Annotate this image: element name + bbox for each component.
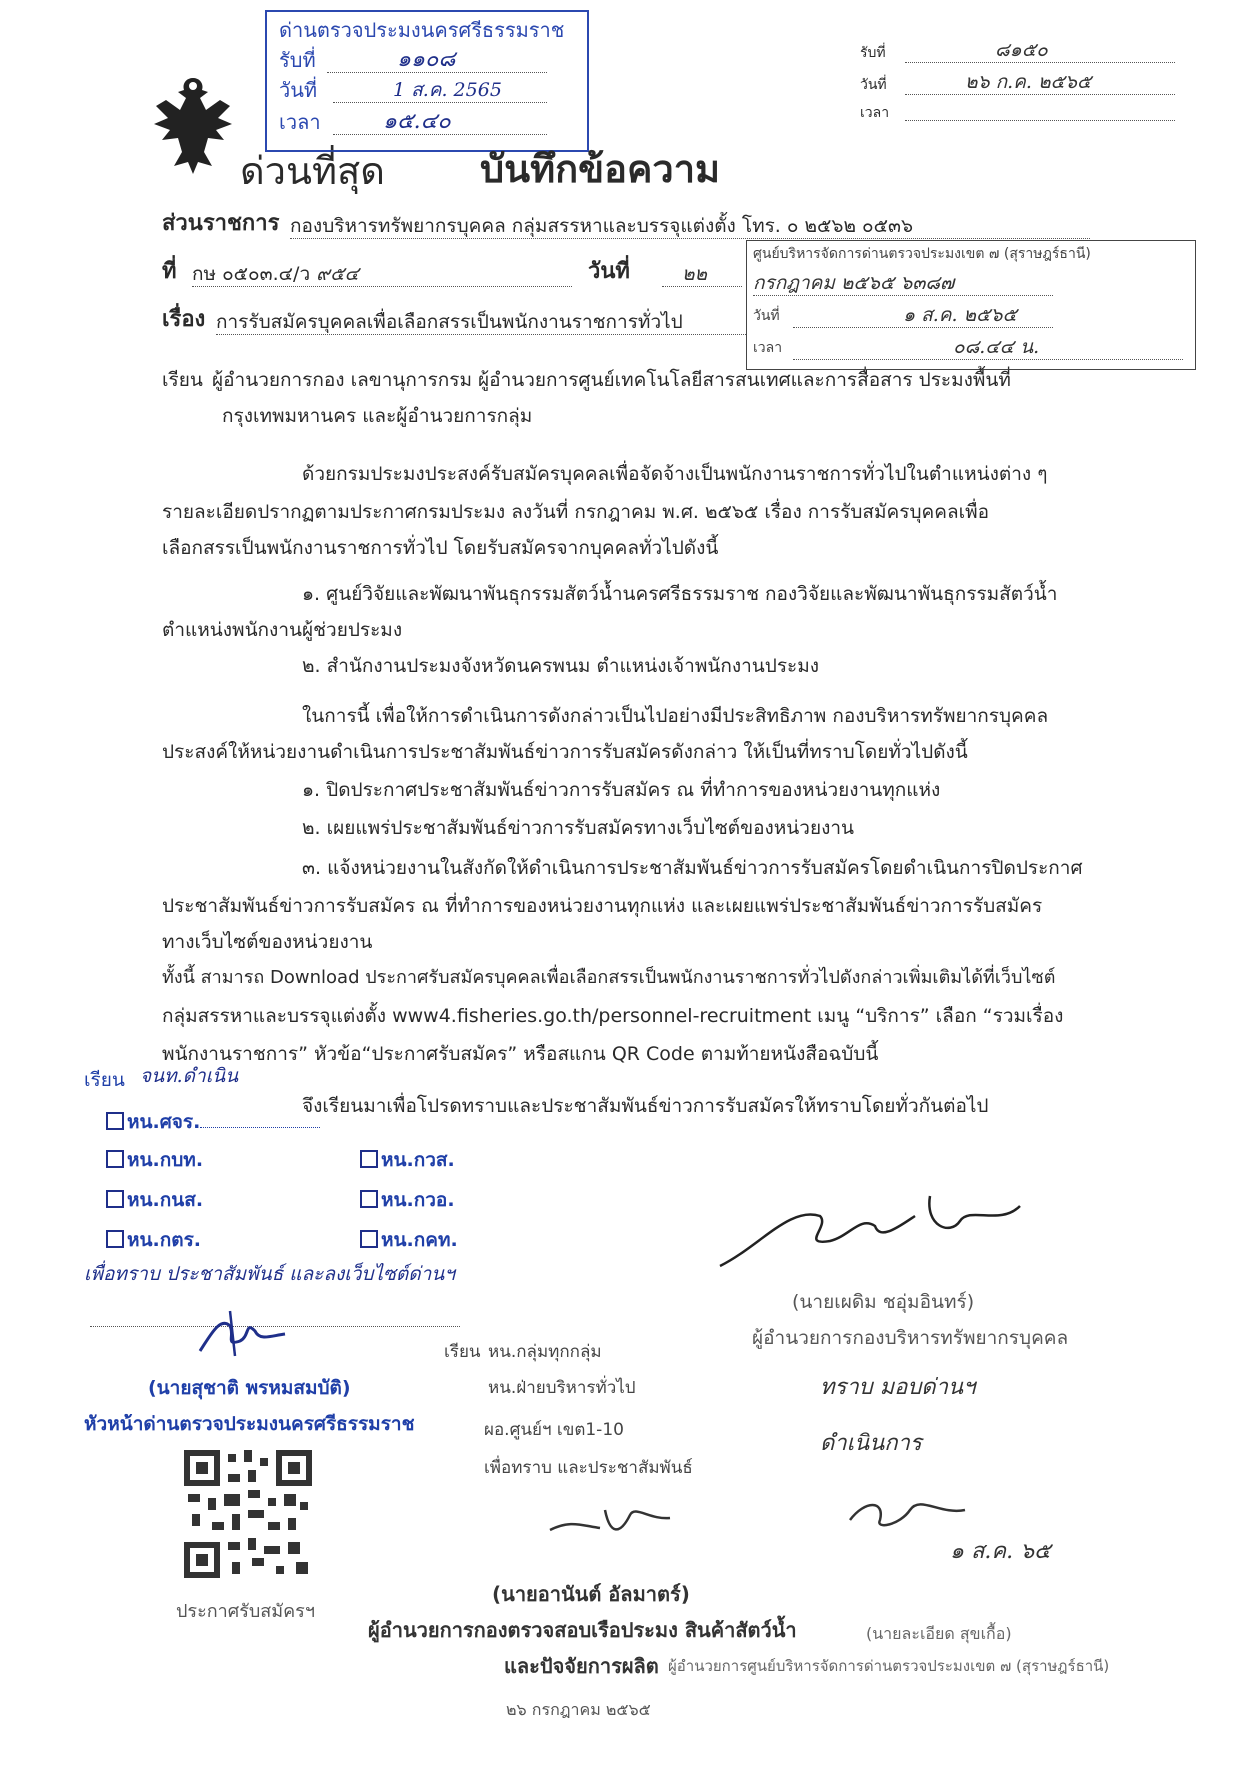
stamp2-date: ๒๖ ก.ค. ๒๕๖๕ — [905, 70, 1175, 95]
stamp3-date: ๑ ส.ค. ๒๕๖๕ — [793, 303, 1053, 328]
date-day: ๒๒ — [662, 262, 742, 287]
para2-line1: ในการนี้ เพื่อให้การดำเนินการดังกล่าวเป็นไปอย่างมีประสิทธิภาพ กองบริหารทรัพยากรบุคคล — [302, 705, 1049, 727]
forward-line1: หน.กลุ่มทุกกลุ่ม — [488, 1342, 602, 1362]
action2: ๒. เผยแพร่ประชาสัมพันธ์ข่าวการรับสมัครทางเว็บไซต์ของหน่วยงาน — [302, 817, 855, 839]
stamp-receive-no: ๑๑๐๘ — [327, 48, 547, 73]
para1-line1: ด้วยกรมประมงประสงค์รับสมัครบุคคลเพื่อจัดจ้างเป็นพนักงานราชการทั่วไปในตำแหน่งต่าง ๆ — [302, 463, 1048, 485]
stamp3-line1: กรกฎาคม ๒๕๖๕ ๖๓๘๗ — [753, 271, 1053, 296]
signature-director-hr — [700, 1186, 1040, 1286]
received-stamp-dept — [860, 30, 1190, 125]
routing-sig-name: (นายสุชาติ พรหมสมบัติ) — [148, 1377, 351, 1399]
checkbox-ktr — [106, 1228, 201, 1252]
ref-prefix: กษ ๐๕๐๓.๔/ว — [192, 263, 311, 285]
stamp3-time-label: เวลา — [753, 340, 783, 356]
para1-line2: รายละเอียดปรากฏตามประกาศกรมประมง ลงวันที่ กรกฎาคม พ.ศ. ๒๕๖๕ เรื่อง การรับสมัครบุคคลเพื่อ — [162, 501, 990, 523]
stamp2-receive-label: รับที่ — [860, 45, 886, 61]
region7-title: ผู้อำนวยการศูนย์บริหารจัดการด่านตรวจประมงเขต ๗ (สุราษฎร์ธานี) — [668, 1657, 1110, 1675]
routing-to-label: เรียน — [84, 1069, 125, 1091]
agency-value: กองบริหารทรัพยากรบุคคล กลุ่มสรรหาและบรรจุแต่งตั้ง โทร. ๐ ๒๕๖๒ ๐๕๓๖ — [290, 214, 1090, 239]
subject-label: เรื่อง — [162, 307, 206, 332]
para2-line2: ประสงค์ให้หน่วยงานดำเนินการประชาสัมพันธ์ข่าวการรับสมัครดังกล่าว ให้เป็นที่ทราบโดยทั่วไปดังนี้ — [162, 741, 968, 763]
forward-line3: ผอ.ศูนย์ฯ เขต1-10 — [484, 1420, 624, 1440]
to-label: เรียน — [162, 369, 203, 391]
memo-title: บันทึกข้อความ — [480, 147, 721, 191]
region7-hw-date: ๑ ส.ค. ๖๕ — [950, 1539, 1051, 1564]
stamp-date-label: วันที่ — [279, 78, 318, 102]
stamp2-time-label: เวลา — [860, 105, 890, 121]
received-stamp-nakhonsi — [265, 10, 589, 152]
stamp-time-label: เวลา — [279, 110, 321, 134]
to-line-1: ผู้อำนวยการกอง เลขานุการกรม ผู้อำนวยการศูนย์เทคโนโลยีสารสนเทศและการสื่อสาร ประมงพื้นที่ — [212, 369, 1011, 391]
checkbox-kns-label: หน.กนส. — [127, 1189, 204, 1211]
ref-number: ๙๕๔ — [316, 263, 359, 285]
checkbox-kbt — [106, 1148, 203, 1172]
stamp3-time: ๐๘.๔๔ น. — [793, 335, 1183, 360]
forward-date: ๒๖ กรกฎาคม ๒๕๖๕ — [506, 1700, 651, 1719]
download-line3: พนักงานราชการ” หัวข้อ“ประกาศรับสมัคร” หรือสแกน QR Code ตามท้ายหนังสือฉบับนี้ — [162, 1043, 879, 1065]
forward-to-label: เรียน — [444, 1342, 481, 1362]
para1-line3: เลือกสรรเป็นพนักงานราชการทั่วไป โดยรับสมัครจากบุคคลทั่วไปดังนี้ — [162, 537, 719, 559]
qr-caption: ประกาศรับสมัครฯ — [176, 1601, 315, 1622]
item2: ๒. สำนักงานประมงจังหวัดนครพนม ตำแหน่งเจ้าพนักงานประมง — [302, 655, 820, 677]
subject-value: การรับสมัครบุคคลเพื่อเลือกสรรเป็นพนักงานราชการทั่วไป — [216, 310, 746, 335]
forward-line2: หน.ฝ่ายบริหารทั่วไป — [488, 1378, 636, 1398]
forward-title-line2: และปัจจัยการผลิต — [504, 1654, 659, 1678]
qr-code — [180, 1446, 316, 1582]
stamp-time: ๑๕.๔๐ — [333, 110, 547, 135]
action3-line3: ทางเว็บไซต์ของหน่วยงาน — [162, 931, 373, 953]
date-label: วันที่ — [588, 259, 630, 284]
item1-line2: ตำแหน่งพนักงานผู้ช่วยประมง — [162, 619, 403, 641]
sig-right-name: (นายเผดิม ชอุ่มอินทร์) — [792, 1291, 975, 1313]
closing-line: จึงเรียนมาเพื่อโปรดทราบและประชาสัมพันธ์ข่าวการรับสมัครให้ทราบโดยทั่วกันต่อไป — [302, 1095, 989, 1117]
checkbox-kbt-label: หน.กบท. — [127, 1149, 204, 1171]
signature-suchat — [190, 1306, 300, 1366]
action3-line1: ๓. แจ้งหน่วยงานในสังกัดให้ดำเนินการประชาสัมพันธ์ข่าวการรับสมัครโดยดำเนินการปิดประกาศ — [302, 857, 1083, 879]
routing-sig-title: หัวหน้าด่านตรวจประมงนครศรีธรรมราช — [84, 1413, 415, 1435]
received-stamp-region7 — [746, 240, 1196, 370]
checkbox-kkt-label: หน.กคท. — [381, 1229, 458, 1251]
stamp3-date-label: วันที่ — [753, 308, 780, 324]
checkbox-sjr — [106, 1110, 320, 1134]
stamp2-time-line — [905, 120, 1175, 121]
checkbox-kwo-label: หน.กวอ. — [381, 1189, 455, 1211]
urgency-label: ด่วนที่สุด — [240, 149, 385, 193]
download-line1: ทั้งนี้ สามารถ Download ประกาศรับสมัครบุคคลเพื่อเลือกสรรเป็นพนักงานราชการทั่วไปดังกล่าวเพิ่มเติมได้ที่เว็บไซต์ — [162, 967, 1056, 988]
action1: ๑. ปิดประกาศประชาสัมพันธ์ข่าวการรับสมัคร ณ ที่ทำการของหน่วยงานทุกแห่ง — [302, 779, 941, 801]
checkbox-kwo — [360, 1188, 455, 1212]
download-line2: กลุ่มสรรหาและบรรจุแต่งตั้ง www4.fisheries.go.th/personnel-recruitment เมนู “บริการ” เลือก “รวมเรื่อง — [162, 1005, 1064, 1027]
signature-region7 — [840, 1480, 980, 1540]
checkbox-kws-label: หน.กวส. — [381, 1149, 455, 1171]
region7-name: (นายละเอียด สุขเกื้อ) — [866, 1624, 1012, 1643]
region7-hw1: ทราบ มอบด่านฯ — [820, 1375, 976, 1400]
stamp-date: 1 ส.ค. 2565 — [333, 78, 547, 103]
action3-line2: ประชาสัมพันธ์ข่าวการรับสมัคร ณ ที่ทำการของหน่วยงานทุกแห่ง และเผยแพร่ประชาสัมพันธ์ข่าวการรับสมัคร — [162, 895, 1043, 917]
checkbox-kws — [360, 1148, 455, 1172]
checkbox-sjr-label: หน.ศจร. — [127, 1111, 201, 1133]
ref-label: ที่ — [162, 259, 177, 284]
stamp-receive-label: รับที่ — [279, 48, 316, 72]
checkbox-kns — [106, 1188, 203, 1212]
forward-name: (นายอานันต์ อัลมาตร์) — [492, 1582, 690, 1606]
stamp2-date-label: วันที่ — [860, 77, 887, 93]
sig-right-title: ผู้อำนวยการกองบริหารทรัพยากรบุคคล — [752, 1327, 1069, 1349]
routing-note-hw: เพื่อทราบ ประชาสัมพันธ์ และลงเว็บไซต์ด่านฯ — [84, 1263, 455, 1285]
garuda-emblem — [148, 70, 238, 180]
stamp2-receive-no: ๘๑๕๐ — [905, 38, 1175, 63]
region7-hw2: ดำเนินการ — [820, 1431, 922, 1456]
item1-line1: ๑. ศูนย์วิจัยและพัฒนาพันธุกรรมสัตว์น้ำนครศรีธรรมราช กองวิจัยและพัฒนาพันธุกรรมสัตว์น้ำ — [302, 583, 1058, 605]
agency-label: ส่วนราชการ — [162, 211, 280, 236]
ref-value — [192, 262, 572, 287]
routing-to-hw: จนท.ดำเนิน — [140, 1065, 239, 1087]
stamp-title: ด่านตรวจประมงนครศรีธรรมราช — [279, 18, 565, 42]
checkbox-kkt — [360, 1228, 458, 1252]
forward-title-line1: ผู้อำนวยการกองตรวจสอบเรือประมง สินค้าสัตว์น้ำ — [368, 1618, 797, 1642]
to-line-2: กรุงเทพมหานคร และผู้อำนวยการกลุ่ม — [222, 405, 533, 427]
forward-line4: เพื่อทราบ และประชาสัมพันธ์ — [484, 1458, 693, 1478]
signature-anan — [540, 1490, 680, 1550]
stamp3-title: ศูนย์บริหารจัดการด่านตรวจประมงเขต ๗ (สุราษฎร์ธานี) — [753, 246, 1091, 262]
checkbox-ktr-label: หน.กตร. — [127, 1229, 201, 1251]
